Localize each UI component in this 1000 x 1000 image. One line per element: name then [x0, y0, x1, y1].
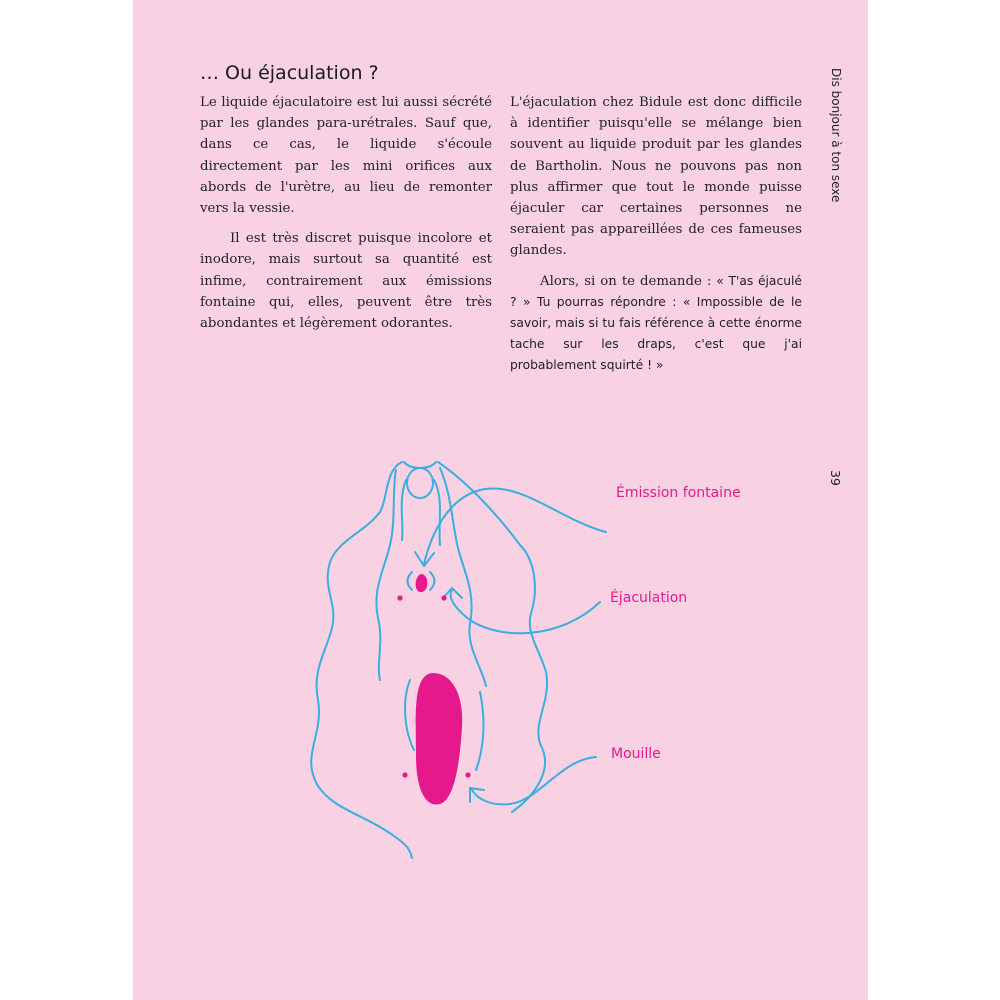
book-page — [133, 0, 868, 1000]
left-paragraph-1: Le liquide éjaculatoire est lui aussi sécrété par les glandes para-urétrales. Sauf que, dans ce cas, le liquide s'écoule directement par les mini orifices aux abords de l'urètre, au lieu de remonter vers la vessie. — [200, 95, 492, 217]
gland-dot-left — [397, 595, 402, 600]
bartholin-dot-right — [465, 772, 470, 777]
vulva-illustration — [133, 0, 868, 1000]
clitoral-hood-inner — [440, 468, 486, 686]
right-paragraph-1: L'éjaculation chez Bidule est donc difficile à identifier puisqu'elle se mélange bien souvent au liquide produit par les glandes de Bartholin. Nous ne pouvons pas non plus affirmer que tout le monde puisse éjaculer car certaines personnes ne seraient pas appareillées de ces fameuses glandes. — [510, 95, 802, 259]
outer-labia-left — [311, 462, 412, 858]
arrow-mouille — [472, 757, 596, 804]
inner-fold-left — [402, 480, 406, 540]
clitoral-hood — [376, 470, 396, 680]
right-paragraph-2-quote: « T'as éjaculé ? » Tu pourras répondre : « Impossible de le savoir, mais si tu fais référence à cette énorme tache sur les draps, c'est que j'ai probablement squirté ! » — [510, 273, 802, 373]
urethra-bracket-left — [408, 572, 413, 590]
label-ejaculation: Éjaculation — [610, 590, 688, 606]
clitoris — [407, 468, 433, 498]
left-paragraph-2: Il est très discret puisque incolore et inodore, mais surtout sa quantité est infime, contrairement aux émissions fontaine qui, elles, peuvent être très abondantes et légèrement odorantes. — [200, 231, 492, 332]
vaginal-fold-right — [476, 692, 483, 770]
clitoris-fold — [404, 462, 436, 468]
section-title: … Ou éjaculation ? — [200, 62, 379, 84]
urethra-bracket-right — [430, 572, 435, 590]
page-number: 39 — [828, 470, 843, 486]
vaginal-opening — [416, 673, 463, 805]
right-paragraph-2-intro: Alors, si on te demande : — [540, 273, 717, 289]
running-head: Dis bonjour à ton sexe — [829, 68, 843, 203]
urethral-opening — [416, 574, 428, 592]
bartholin-dot-left — [402, 772, 407, 777]
arrow-fontaine — [424, 488, 606, 564]
label-mouille: Mouille — [611, 746, 661, 762]
gland-dot-right — [441, 595, 446, 600]
arrowhead-ejaculation — [444, 588, 462, 598]
vaginal-fold-left — [405, 680, 414, 750]
inner-fold-right — [434, 480, 440, 545]
label-emission-fontaine: Émission fontaine — [616, 485, 741, 501]
arrow-ejaculation — [451, 590, 600, 633]
